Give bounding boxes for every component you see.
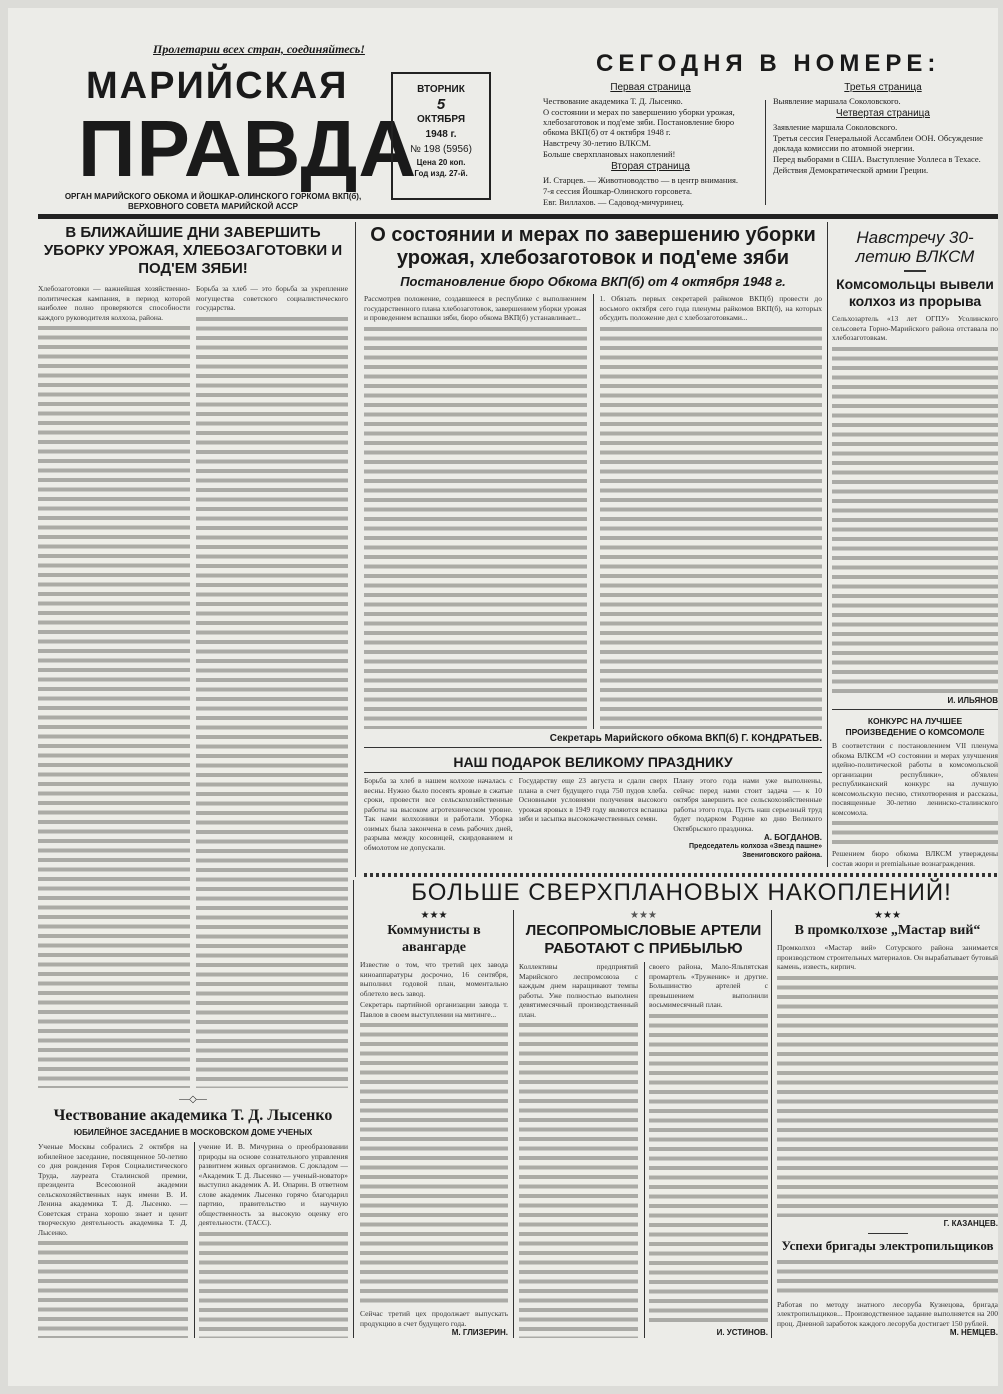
column-divider xyxy=(353,880,354,1338)
text-block xyxy=(38,324,190,1088)
komsomol-headline[interactable]: Комсомольцы вывели колхоз из прорыва xyxy=(836,276,994,309)
artels-signature: И. УСТИНОВ. xyxy=(716,1328,768,1337)
resolution-col-2 xyxy=(593,294,823,729)
column-divider xyxy=(355,222,356,877)
contents-item[interactable]: Перед выборами в США. Выступление Уоллеса в Техасе. xyxy=(773,154,981,164)
stars-icon: ★★★ xyxy=(420,910,448,921)
lysenko-article xyxy=(38,1094,348,1338)
resolution-col-1 xyxy=(364,294,587,729)
newspaper-organ: ОРГАН МАРИЙСКОГО ОБКОМА И ЙОШКАР-ОЛИНСКОГО ГОРКОМА ВКП(б), ВЕРХОВНОГО СОВЕТА МАРИЙСКОЙ АССР xyxy=(64,192,362,211)
contents-item[interactable]: Действия Демократической армии Греции. xyxy=(773,165,929,175)
resolution-headline[interactable]: О состоянии и мерах по завершению уборки урожая, хлебозаготовок и под'еме зяби xyxy=(370,224,816,269)
text-block xyxy=(519,1021,638,1338)
contents-page-label: Третья страница xyxy=(844,82,922,93)
communists-article xyxy=(360,910,508,1338)
contents-item[interactable]: Заявление маршала Соколовского. xyxy=(773,122,898,132)
contents-item[interactable]: О состоянии и мерах по завершению уборки урожая, хлебозаготовок и под'еме зяби. Постановление бюро обкома ВКП(б) от 4 октября 1948 г. xyxy=(543,107,735,137)
contents-item[interactable]: Евг. Виллахов. — Садовод-мичуринец. xyxy=(543,197,684,207)
communists-text: Известие о том, что третий цех завода киноаппаратуры досрочно, 16 сентября, выполнил годовой план, моментально облетело весь завод. xyxy=(360,960,508,998)
year: 1948 г. xyxy=(425,129,457,140)
editorial-text: Хлебозаготовки — важнейшая хозяйственно-политическая кампания, в период которой наиболее полно проверяются способности каждого руководителя колхоза, района. xyxy=(38,284,190,322)
resolution-signature: Секретарь Марийского обкома ВКП(б) Г. КОНДРАТЬЕВ. xyxy=(364,732,822,748)
lysenko-subheadline: ЮБИЛЕЙНОЕ ЗАСЕДАНИЕ В МОСКОВСКОМ ДОМЕ УЧЕНЫХ xyxy=(73,1128,313,1137)
gift-signature: А. БОГДАНОВ. xyxy=(764,833,822,842)
artels-article xyxy=(513,910,768,1338)
promkolkhoz-column xyxy=(771,910,998,1338)
gift-article xyxy=(364,754,822,870)
issue-date-box xyxy=(391,72,491,200)
text-block xyxy=(649,1012,768,1327)
contents-item[interactable]: Чествование академика Т. Д. Лысенко. xyxy=(543,96,683,106)
stars-icon: ★★★ xyxy=(630,910,657,921)
contents-item[interactable]: Третья сессия Генеральной Ассамблеи ООН. Обсуждение доклада комиссии по атомной энергии. xyxy=(773,133,983,153)
lysenko-text: учение И. В. Мичурина о преобразовании природы на основе сознательного управления развитием живых организмов. С докладом — «Академик Т. Д. Лысенко — ученый-новатор» выступил академик А. И. Опарин. В ответном слове академик Лысенко горячо благодарил партию, правительство и научную общественность за высокую оценку его деятельности. (ТАСС). xyxy=(198,1142,348,1227)
text-block xyxy=(600,325,823,730)
contest-text: В соответствии с постановлением VII пленума обкома ВЛКСМ «О состоянии и мерах улучшения идейно-политической работы в комсомольской организации республики», об'явлен республиканский конкурс на лучшую комсомольскую песню, стихотворения и рассказы, посвященные 30-летию ленинско-сталинского комсомола. xyxy=(832,741,998,817)
weekday: ВТОРНИК xyxy=(417,84,465,95)
contents-page-label: Четвертая страница xyxy=(836,108,930,119)
promkolkhoz-headline[interactable]: В промколхозе „Мастар вий“ xyxy=(794,923,981,938)
text-block xyxy=(360,1021,508,1307)
contents-item[interactable]: И. Старцев. — Животноводство — в центр внимания. xyxy=(543,175,739,185)
newspaper-page xyxy=(8,8,998,1386)
resolution-text: 1. Обязать первых секретарей райкомов ВКП(б) провести до восьмого октября сего года пленумы райкомов ВКП(б), на которых обсудить положение дел с хлебозаготовками... xyxy=(599,294,822,322)
stars-icon: ★★★ xyxy=(874,910,901,921)
year-of-issue: Год изд. 27-й. xyxy=(414,169,468,178)
lysenko-text: Ученые Москвы собрались 2 октября на юбилейное заседание, посвященное 50-летию со дня рождения Героя Социалистического Труда, лауреата Сталинской премии, президента Всесоюзной академии сельскохозяйственных наук имени В. И. Ленина академика Т. Д. Лысенко. — Советская страна хорошо знает и ценит творческую деятельность академика Т. Д. Лысенко. xyxy=(38,1142,188,1237)
contents-page-label: Вторая страница xyxy=(611,161,690,172)
brigade-signature: М. НЕМЦЕВ. xyxy=(949,1328,998,1337)
gift-headline[interactable]: НАШ ПОДАРОК ВЕЛИКОМУ ПРАЗДНИКУ xyxy=(364,754,822,773)
communists-closing: Сейчас третий цех продолжает выпускать продукцию в счет будущего года. xyxy=(360,1309,508,1328)
newspaper-title-line2: ПРАВДА xyxy=(78,104,418,193)
text-block xyxy=(38,1239,188,1338)
issue-number: № 198 (5956) xyxy=(410,144,472,155)
contents-item[interactable]: Навстречу 30-летию ВЛКСМ. xyxy=(543,138,651,148)
resolution-article xyxy=(364,224,822,748)
brigade-headline[interactable]: Успехи бригады электропильщиков xyxy=(781,1237,994,1253)
artels-col-1 xyxy=(519,962,638,1338)
lysenko-col-2 xyxy=(194,1142,349,1338)
gift-col-2: Государству еще 23 августа и сдали сверх плана в счет будущего года 750 пудов хлеба. Основными условиями получения высокого урожая яровых в 1949 году являются вспашка зяби и засыпка высококачественных семян. xyxy=(518,776,668,823)
communists-headline[interactable]: Коммунисты в авангарде xyxy=(387,923,481,955)
contents-col-1 xyxy=(543,80,758,208)
contest-closing: Решением бюро обкома ВЛКСМ утверждены состав жюри и premialьные вознаграждения. xyxy=(832,849,998,868)
promkolkhoz-text: Промколхоз «Мастар вий» Сотурского района занимается производством строительных материалов. Он вырабатывает бутовый камень, известь, кирпич. xyxy=(777,943,998,971)
editorial-article xyxy=(38,224,348,1088)
contents-item[interactable]: Выявление маршала Соколовского. xyxy=(773,96,901,106)
contents-col-2 xyxy=(773,80,993,176)
editorial-col-2 xyxy=(196,284,348,1088)
text-block xyxy=(832,345,998,694)
ornament-icon: ―◇― xyxy=(179,1094,207,1105)
text-block xyxy=(364,325,587,730)
right-column xyxy=(832,228,998,868)
price: Цена 20 коп. xyxy=(416,158,466,167)
artels-headline[interactable]: ЛЕСОПРОМЫСЛОВЫЕ АРТЕЛИ РАБОТАЮТ С ПРИБЫЛЬЮ xyxy=(525,922,762,957)
komsomol-signature: И. ИЛЬЯНОВ xyxy=(832,696,998,710)
text-block xyxy=(199,1230,349,1339)
contents-page-label: Первая страница xyxy=(610,82,691,93)
communists-signature: М. ГЛИЗЕРИН. xyxy=(451,1328,508,1337)
komsomol-kicker: Навстречу 30-летию ВЛКСМ xyxy=(855,228,975,266)
wavy-divider xyxy=(364,873,999,877)
editorial-text: Борьба за хлеб — это борьба за укрепление могущества советского социалистического государства. xyxy=(196,284,348,312)
text-block xyxy=(777,1258,998,1298)
slogan: Пролетарии всех стран, соединяйтесь! xyxy=(153,42,365,56)
gift-col-2-wrap xyxy=(519,776,668,870)
resolution-text: Рассмотрев положение, создавшееся в республике с выполнением государственного плана хлебозаготовок, завершением уборки урожая и проведением вспашки зяби, бюро обкома ВКП(б) устанавливает... xyxy=(364,294,587,322)
newspaper-title-line1: МАРИЙСКАЯ xyxy=(86,65,349,107)
komsomol-text: Сельхозартель «13 лет ОГПУ» Усолинского сельсовета Горно-Марийского района отставала по хлебозаготовкам. xyxy=(832,314,998,342)
masthead-rule xyxy=(38,214,998,219)
contest-headline[interactable]: КОНКУРС НА ЛУЧШЕЕ ПРОИЗВЕДЕНИЕ О КОМСОМОЛЕ xyxy=(845,716,985,737)
editorial-col-1 xyxy=(38,284,190,1088)
resolution-subheadline: Постановление бюро Обкома ВКП(б) от 4 октября 1948 г. xyxy=(400,274,786,289)
month: ОКТЯБРЯ xyxy=(416,114,466,125)
day: 5 xyxy=(436,96,446,113)
text-block xyxy=(777,974,998,1217)
text-block xyxy=(196,315,348,1089)
artels-col-2 xyxy=(644,962,768,1338)
editorial-headline[interactable]: В БЛИЖАЙШИЕ ДНИ ЗАВЕРШИТЬ УБОРКУ УРОЖАЯ, ХЛЕБОЗАГОТОВКИ И ПОД'ЕМ ЗЯБИ! xyxy=(43,224,343,277)
divider xyxy=(868,1233,908,1234)
communists-text: Секретарь партийной организации завода т. Павлов в своем выступлении на митинге... xyxy=(360,1000,508,1019)
gift-col-3: Плану этого года нами уже выполнены, сейчас перед нами стоит задача — к 10 октября завершить все сельскохозяйственные работы этого года. Пусть наш серьезный труд будет подарком Родине ко дню Великого Октябрьского праздника. xyxy=(673,776,822,833)
divider xyxy=(904,270,926,272)
gift-col-3-wrap xyxy=(673,776,822,870)
gift-signature-title: Председатель колхоза «Звезд пашне» Звениговского района. xyxy=(689,843,822,859)
promkolkhoz-signature: Г. КАЗАНЦЕВ. xyxy=(943,1218,998,1228)
contents-divider xyxy=(765,100,766,205)
column-divider xyxy=(827,222,828,867)
contents-title: СЕГОДНЯ В НОМЕРЕ: xyxy=(596,50,941,77)
gift-col-1: Борьба за хлеб в нашем колхозе началась с весны. Нужно было посеять яровые в сжатые сроки, провести все сельскохозяйственные работы на высоком агротехническом уровне. Так нами колхозники и работали. Уборка озимых была закончена в семь рабочих дней, разрыва между косовицей, скирдованием и обмолотом не допускали. xyxy=(364,776,513,852)
text-block xyxy=(832,819,998,847)
contents-item[interactable]: 7-я сессия Йошкар-Олинского горсовета. xyxy=(543,186,692,196)
brigade-text: Работая по методу знатного лесоруба Кузнецова, бригада электропильщиков... Производственное задание выполняется на 200 проц. Дневной заработок каждого лесоруба достигает 150 рублей. xyxy=(777,1299,998,1328)
artels-text: Коллективы предприятий Марийского леспромсоюза с каждым днем наращивают темпы работы. Уже полностью выполнен девятимесячный производственный план. xyxy=(519,962,638,1019)
lysenko-col-1 xyxy=(38,1142,188,1338)
artels-text: своего района, Мало-Яльпятская промартель «Труженик» и другие. Большинство артелей с превышением выполнили восьмимесячный план. xyxy=(649,962,768,1009)
savings-banner: БОЛЬШЕ СВЕРХПЛАНОВЫХ НАКОПЛЕНИЙ! xyxy=(411,879,952,906)
lysenko-headline[interactable]: Чествование академика Т. Д. Лысенко xyxy=(53,1107,333,1124)
contents-item[interactable]: Больше сверхплановых накоплений! xyxy=(543,149,676,159)
gift-col-1-wrap xyxy=(364,776,513,870)
